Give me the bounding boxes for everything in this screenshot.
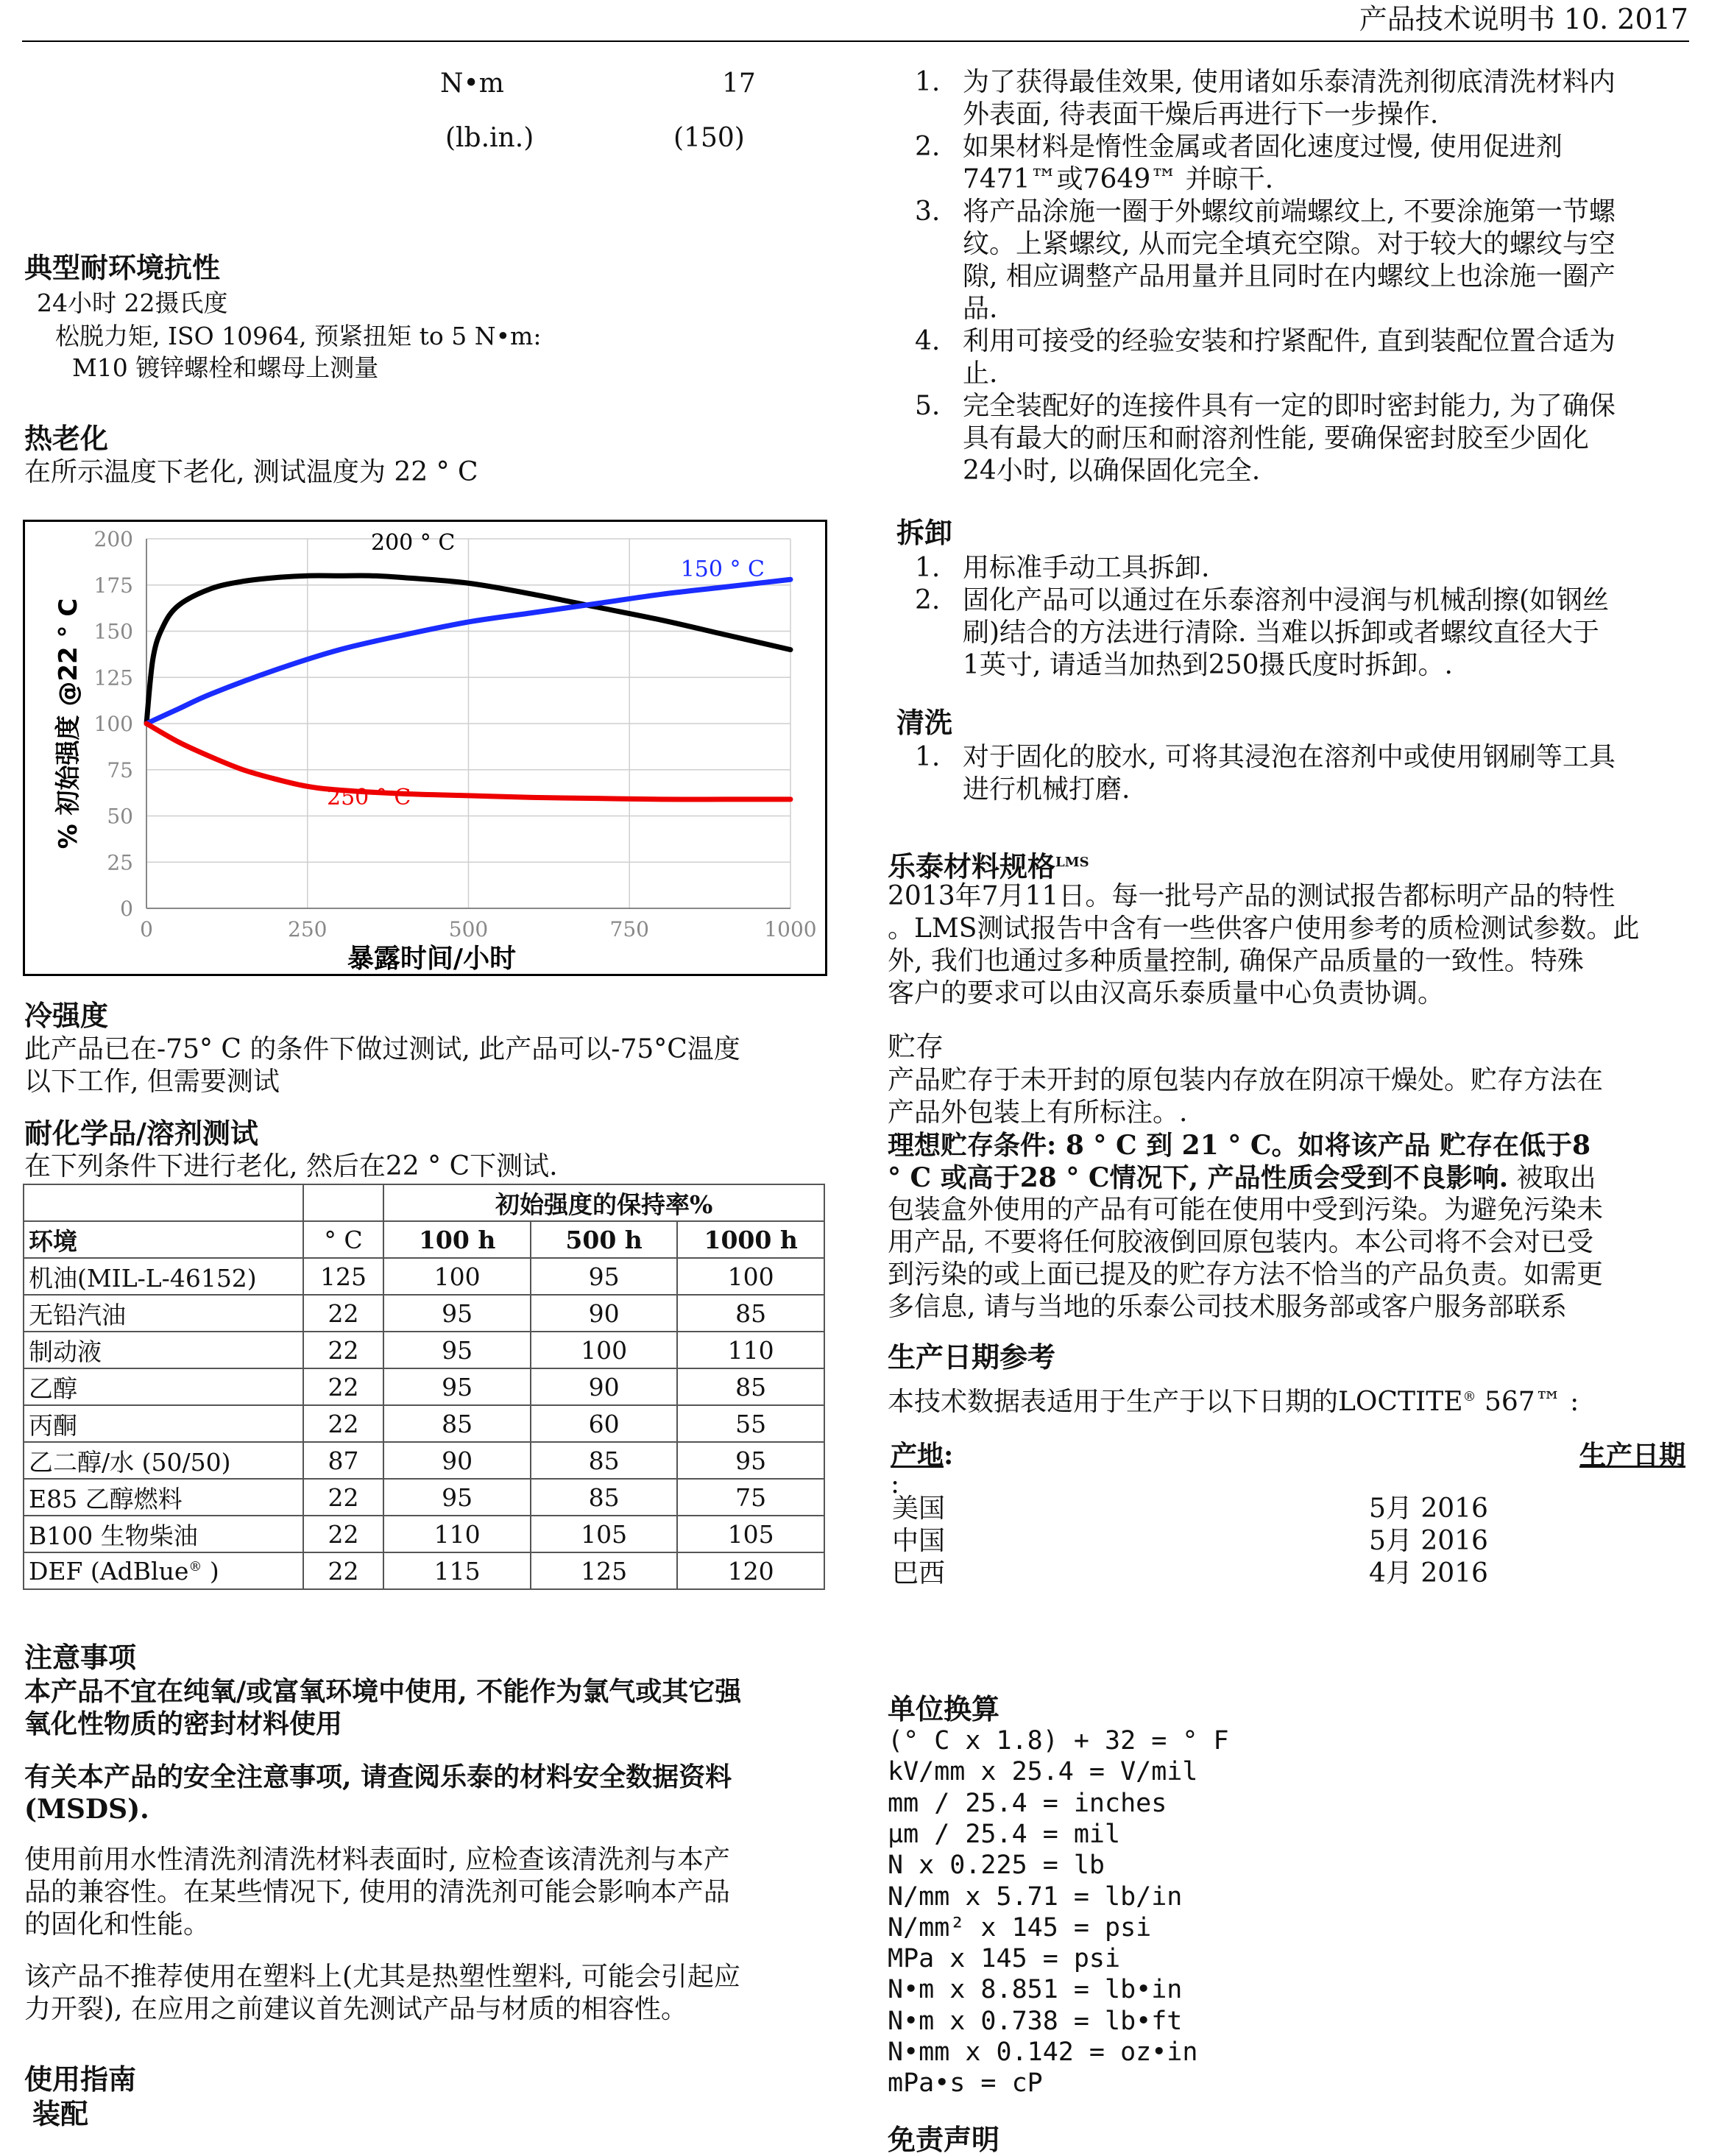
cell-temp: 22 [303, 1295, 384, 1332]
cell-h500: 85 [531, 1442, 677, 1479]
chart-y-tick-label: 25 [107, 850, 133, 875]
disclaimer-section-title: 免责声明 [888, 2123, 1000, 2156]
mfg-col-date: 生产日期 [1579, 1440, 1685, 1471]
storage-line-4-bold: ° C 或高于28 ° C情况下, 产品性质会受到不良影响. [888, 1162, 1509, 1193]
chart-x-tick-label: 0 [140, 917, 153, 941]
chart-series-label: 200 ° C [371, 530, 456, 556]
mfg-row-date: 5月 2016 [1369, 1526, 1488, 1556]
cell-h100: 95 [383, 1368, 530, 1405]
step-item [889, 552, 1699, 584]
table-row [24, 1479, 824, 1516]
cell-h100: 95 [383, 1295, 530, 1332]
chem-section-title: 耐化学品/溶剂测试 [24, 1117, 258, 1150]
cell-h100: 85 [383, 1405, 530, 1442]
cell-h1000: 120 [677, 1552, 824, 1589]
cell-temp: 22 [303, 1479, 384, 1516]
step-line: 利用可接受的经验安装和拧紧配件, 直到装配位置合适为 [963, 326, 1616, 356]
cell-h1000: 110 [677, 1332, 824, 1368]
cleanup-section-title: 清洗 [896, 706, 953, 739]
cell-h500: 60 [531, 1405, 677, 1442]
chart-x-tick-label: 500 [448, 917, 489, 941]
cell-h500: 90 [531, 1295, 677, 1332]
step-line: 固化产品可以通过在乐泰溶剂中浸润与机械刮擦(如钢丝 [963, 585, 1610, 615]
unit-conversion-line: N•m x 8.851 = lb•in [888, 1975, 1183, 2005]
table-header-row [24, 1221, 824, 1258]
cell-env-suffix: ) [202, 1556, 219, 1586]
cell-h100: 90 [383, 1442, 530, 1479]
env-line-2: 松脱力矩, ISO 10964, 预紧扭矩 to 5 N•m: [55, 322, 542, 350]
storage-line-7: 到污染的或上面已提及的贮存方法不恰当的产品负责。如需更 [888, 1259, 1604, 1290]
chart-y-tick-label: 150 [93, 619, 133, 644]
chart-x-axis-title: 暴露时间/小时 [347, 944, 517, 974]
cell-temp: 22 [303, 1332, 384, 1368]
cell-h1000: 55 [677, 1405, 824, 1442]
unit-conversion-line: mm / 25.4 = inches [888, 1788, 1167, 1818]
step-item [889, 325, 1699, 390]
cell-env-text: 无铅汽油 [29, 1300, 126, 1329]
step-line: 完全装配好的连接件具有一定的即时密封能力, 为了确保 [963, 391, 1616, 421]
notes-p2-line-1: 有关本产品的安全注意事项, 请查阅乐泰的材料安全数据资料 [24, 1761, 732, 1792]
chart-y-axis-title: % 初始强度 @22 ° C [54, 598, 83, 849]
step-line: 24小时, 以确保固化完全. [963, 456, 1261, 486]
storage-section-title: 贮存 [888, 1031, 944, 1063]
cleanup-step-list [889, 741, 1699, 806]
cell-env [24, 1368, 303, 1405]
notes-p2-line-2: (MSDS). [24, 1794, 149, 1825]
cell-h1000: 100 [677, 1258, 824, 1295]
table-row [24, 1258, 824, 1295]
unit-conversion-line: N x 0.225 = lb [888, 1851, 1105, 1881]
mfg-row-date: 5月 2016 [1369, 1494, 1488, 1524]
step-number: 2. [915, 585, 941, 615]
step-line: 1英寸, 请适当加热到250摄氏度时拆卸。. [963, 650, 1453, 680]
chart-series-label: 150 ° C [680, 556, 765, 582]
lms-superscript: LMS [1055, 855, 1089, 870]
cell-env-text: E85 乙醇燃料 [29, 1484, 183, 1513]
chart-y-tick-label: 0 [120, 897, 133, 921]
step-line: 如果材料是惰性金属或者固化速度过慢, 使用促进剂 [963, 132, 1563, 162]
cell-temp: 125 [303, 1258, 384, 1295]
document-header-title: 产品技术说明书 10. 2017 [1359, 3, 1688, 35]
cold-line-2: 以下工作, 但需要测试 [24, 1067, 280, 1097]
unit-conversion-line: µm / 25.4 = mil [888, 1819, 1121, 1849]
table-row [24, 1405, 824, 1442]
mfg-row-origin: 美国 [892, 1494, 946, 1524]
units-section-title: 单位换算 [888, 1692, 1000, 1725]
env-line-1: 24小时 22摄氏度 [37, 289, 228, 317]
cell-temp: 22 [303, 1516, 384, 1552]
storage-line-6: 用产品, 不要将任何胶液倒回原包装内。本公司将不会对已受 [888, 1227, 1593, 1257]
table-row [24, 1552, 824, 1589]
mfg-desc-text-a: 本技术数据表适用于生产于以下日期的LOCTITE [888, 1387, 1463, 1417]
notes-p3-line-1: 使用前用水性清洗剂清洗材料表面时, 应检查该清洗剂与本产 [24, 1845, 730, 1875]
cell-h500: 125 [531, 1552, 677, 1589]
cell-h100: 95 [383, 1332, 530, 1368]
heat-aging-chart-svg [25, 522, 825, 974]
storage-line-3: 理想贮存条件: 8 ° C 到 21 ° C。如将该产品 贮存在低于8 [888, 1130, 1591, 1161]
unit-conversion-line: N•m x 0.738 = lb•ft [888, 2006, 1183, 2036]
cell-h1000: 95 [677, 1442, 824, 1479]
step-line: 止. [963, 358, 998, 389]
mfg-row-date: 4月 2016 [1369, 1558, 1488, 1588]
table-row [24, 1295, 824, 1332]
col-header-env: 环境 [24, 1221, 303, 1258]
cell-h100: 100 [383, 1258, 530, 1295]
step-number: 1. [915, 67, 941, 97]
storage-line-4-rest: 被取出 [1508, 1163, 1596, 1193]
notes-p3-line-2: 品的兼容性。在某些情况下, 使用的清洗剂可能会影响本产品 [24, 1877, 730, 1907]
lms-section-title [888, 847, 1089, 883]
cell-env-text: 丙酮 [29, 1410, 77, 1440]
cell-temp: 22 [303, 1552, 384, 1589]
storage-line-5: 包装盒外使用的产品有可能在使用中受到污染。为避免污染未 [888, 1195, 1604, 1225]
mfg-section-title: 生产日期参考 [888, 1340, 1056, 1374]
step-line: 对于固化的胶水, 可将其浸泡在溶剂中或使用钢刷等工具 [963, 742, 1616, 772]
cold-line-1: 此产品已在-75° C 的条件下做过测试, 此产品可以-75°C温度 [24, 1034, 740, 1064]
storage-line-1: 产品贮存于未开封的原包装内存放在阴凉干燥处。贮存方法在 [888, 1065, 1604, 1095]
lms-line-1: 2013年7月11日。每一批号产品的测试报告都标明产品的特性 [888, 881, 1616, 911]
unit-conversion-line: N•mm x 0.142 = oz•in [888, 2037, 1198, 2067]
col-header-500h: 500 h [531, 1221, 677, 1258]
step-line: 用标准手动工具拆卸. [963, 553, 1210, 583]
cell-env [24, 1295, 303, 1332]
step-number: 1. [915, 553, 941, 583]
cell-temp: 87 [303, 1442, 384, 1479]
step-line: 刷)结合的方法进行清除. 当难以拆卸或者螺纹直径大于 [963, 618, 1599, 648]
chart-series-label: 250 ° C [327, 785, 411, 810]
lms-line-3: 外, 我们也通过多种质量控制, 确保产品质量的一致性。特殊 [888, 946, 1584, 976]
step-line: 7471™或7649™ 并晾干. [963, 164, 1274, 194]
step-line: 纹。上紧螺纹, 从而完全填充空隙。对于较大的螺纹与空 [963, 229, 1616, 259]
step-item [889, 131, 1699, 196]
header-divider [22, 40, 1689, 42]
mfg-desc-registered: ® [1462, 1389, 1476, 1404]
unit-conversion-line: (° C x 1.8) + 32 = ° F [888, 1726, 1229, 1756]
step-item [889, 66, 1699, 131]
cell-env-text: 制动液 [29, 1337, 102, 1366]
step-item [889, 584, 1699, 682]
table-row [24, 1332, 824, 1368]
notes-section-title: 注意事项 [24, 1641, 137, 1674]
env-section-title: 典型耐环境抗性 [24, 251, 221, 284]
cell-h1000: 75 [677, 1479, 824, 1516]
chart-y-tick-label: 100 [93, 712, 133, 736]
lms-line-2: 。LMS测试报告中含有一些供客户使用参考的质检测试参数。此 [888, 913, 1640, 944]
mfg-colon-line: : [891, 1469, 900, 1499]
cell-env-text: 机油(MIL-L-46152) [29, 1263, 257, 1293]
unit-conversion-line: mPa•s = cP [888, 2068, 1043, 2099]
heat-section-title: 热老化 [24, 422, 109, 455]
chart-x-tick-label: 750 [609, 917, 649, 941]
step-item [889, 196, 1699, 325]
step-line: 隙, 相应调整产品用量并且同时在内螺纹上也涂施一圈产 [963, 261, 1616, 291]
notes-p4-line-1: 该产品不推荐使用在塑料上(尤其是热塑性塑料, 可能会引起应 [24, 1962, 740, 1992]
mfg-row-origin: 巴西 [892, 1558, 946, 1588]
step-line: 为了获得最佳效果, 使用诸如乐泰清洗剂彻底清洗材料内 [963, 67, 1616, 97]
cell-h500: 100 [531, 1332, 677, 1368]
chart-y-tick-label: 125 [93, 665, 133, 690]
step-line: 外表面, 待表面干燥后再进行下一步操作. [963, 99, 1439, 130]
step-line: 具有最大的耐压和耐溶剂性能, 要确保密封胶至少固化 [963, 423, 1589, 453]
torque-value-lbin: (150) [673, 123, 745, 153]
mfg-col-origin-colon: : [944, 1440, 954, 1471]
chart-y-tick-label: 50 [107, 804, 133, 829]
unit-conversion-line: N/mm x 5.71 = lb/in [888, 1881, 1183, 1912]
notes-p3-line-3: 的固化和性能。 [24, 1909, 210, 1940]
cleanup-steps [889, 741, 1699, 806]
col-header-1000h: 1000 h [677, 1221, 824, 1258]
env-line-3: M10 镀锌螺栓和螺母上测量 [72, 353, 379, 382]
mfg-col-origin-label: 产地 [891, 1440, 944, 1471]
assembly-steps [889, 66, 1699, 487]
unit-conversion-line: kV/mm x 25.4 = V/mil [888, 1757, 1198, 1787]
step-item [889, 390, 1699, 487]
step-number: 1. [915, 742, 941, 772]
torque-value-nm: 17 [722, 68, 756, 99]
torque-unit-nm: N•m [440, 68, 504, 99]
disassembly-step-list [889, 552, 1699, 682]
table-row [24, 1368, 824, 1405]
chem-section-desc: 在下列条件下进行老化, 然后在22 ° C下测试. [24, 1151, 558, 1181]
unit-conversion-line: MPa x 145 = psi [888, 1944, 1121, 1974]
guide-assembly-subtitle: 装配 [32, 2097, 89, 2130]
cell-env [24, 1332, 303, 1368]
chart-y-tick-label: 175 [93, 573, 133, 598]
cell-temp: 22 [303, 1405, 384, 1442]
step-number: 3. [915, 197, 941, 227]
cell-h1000: 85 [677, 1295, 824, 1332]
table-group-header-row [24, 1184, 824, 1221]
lms-line-4: 客户的要求可以由汉高乐泰质量中心负责协调。 [888, 978, 1445, 1008]
cell-h500: 90 [531, 1368, 677, 1405]
cell-env-registered: ® [188, 1558, 202, 1574]
cell-h500: 105 [531, 1516, 677, 1552]
step-line: 将产品涂施一圈于外螺纹前端螺纹上, 不要涂施第一节螺 [963, 197, 1616, 227]
cell-h100: 115 [383, 1552, 530, 1589]
step-line: 进行机械打磨. [963, 774, 1131, 805]
chart-y-tick-label: 75 [107, 757, 133, 782]
mfg-row-origin: 中国 [892, 1526, 946, 1556]
cell-env [24, 1442, 303, 1479]
chart-x-tick-label: 250 [288, 917, 328, 941]
notes-p1-line-1: 本产品不宜在纯氧/或富氧环境中使用, 不能作为氯气或其它强 [24, 1676, 742, 1707]
mfg-col-origin [891, 1439, 953, 1471]
step-number: 2. [915, 132, 941, 162]
cell-env [24, 1516, 303, 1552]
step-number: 5. [915, 391, 941, 421]
mfg-description [888, 1381, 1579, 1418]
notes-p4-line-2: 力开裂), 在应用之前建议首先测试产品与材质的相容性。 [24, 1994, 687, 2024]
cell-env-text: 乙二醇/水 (50/50) [29, 1447, 231, 1477]
cell-env [24, 1479, 303, 1516]
cell-h500: 95 [531, 1258, 677, 1295]
heat-aging-chart [23, 520, 827, 976]
cell-env-text: DEF (AdBlue [29, 1556, 189, 1586]
col-header-temp: ° C [303, 1221, 384, 1258]
mfg-desc-text-b: 567™ : [1476, 1387, 1579, 1417]
guide-section-title: 使用指南 [24, 2063, 137, 2096]
cell-env [24, 1552, 303, 1589]
cell-env [24, 1405, 303, 1442]
disassembly-steps [889, 552, 1699, 682]
cell-temp: 22 [303, 1368, 384, 1405]
torque-unit-lbin: (lb.in.) [445, 123, 534, 153]
cell-env-text: B100 生物柴油 [29, 1521, 198, 1550]
step-number: 4. [915, 326, 941, 356]
cell-env-text: 乙醇 [29, 1374, 77, 1403]
retention-group-header: 初始强度的保持率% [383, 1184, 824, 1221]
heat-section-desc: 在所示温度下老化, 测试温度为 22 ° C [24, 457, 478, 487]
chem-resistance-table [23, 1184, 825, 1590]
cell-h100: 95 [383, 1479, 530, 1516]
assembly-step-list [889, 66, 1699, 487]
step-line: 品. [963, 294, 998, 324]
table-row [24, 1516, 824, 1552]
step-item [889, 741, 1699, 806]
cold-section-title: 冷强度 [24, 999, 109, 1032]
storage-line-4 [888, 1162, 1596, 1195]
notes-p1-line-2: 氧化性物质的密封材料使用 [24, 1708, 343, 1739]
col-header-100h: 100 h [383, 1221, 530, 1258]
storage-line-8: 多信息, 请与当地的乐泰公司技术服务部或客户服务部联系 [888, 1292, 1567, 1322]
cell-h1000: 105 [677, 1516, 824, 1552]
lms-title-text: 乐泰材料规格 [888, 849, 1056, 883]
chart-y-tick-label: 200 [93, 527, 133, 551]
cell-h1000: 85 [677, 1368, 824, 1405]
cell-h500: 85 [531, 1479, 677, 1516]
cell-h100: 110 [383, 1516, 530, 1552]
unit-conversion-line: N/mm² x 145 = psi [888, 1912, 1152, 1943]
cell-env [24, 1258, 303, 1295]
disassembly-section-title: 拆卸 [896, 516, 953, 549]
storage-line-2: 产品外包装上有所标注。. [888, 1098, 1188, 1128]
table-row [24, 1442, 824, 1479]
chart-x-tick-label: 1000 [764, 917, 817, 941]
